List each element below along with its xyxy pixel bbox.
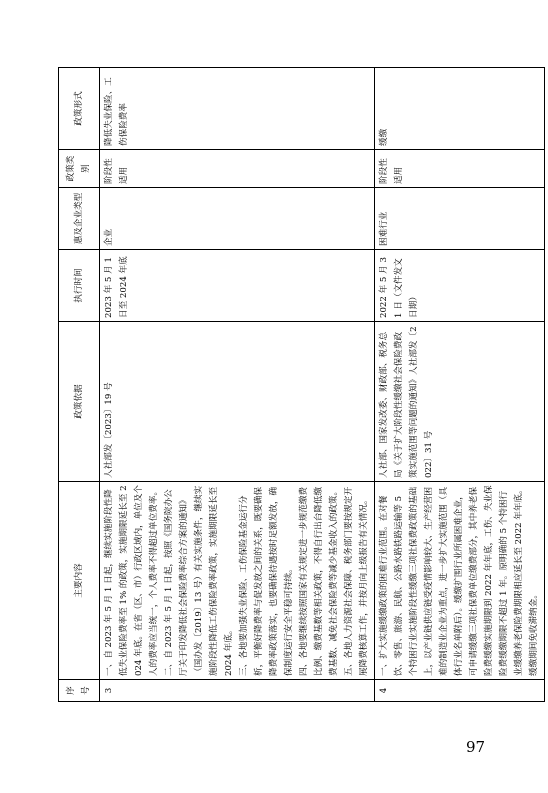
row-category: 阶段性适用 (100, 150, 375, 188)
page-number: 97 (466, 738, 486, 756)
policy-table (58, 67, 545, 702)
table-header-row (59, 68, 100, 702)
table-row (375, 68, 545, 702)
header-enterprise: 惠及企业类型 (59, 188, 100, 250)
row-enterprise: 困难行业 (375, 188, 545, 250)
row-enterprise: 企业 (100, 188, 375, 250)
header-basis: 政策依据 (59, 322, 100, 482)
table-row (100, 68, 375, 702)
header-form: 政策形式 (59, 68, 100, 150)
row-basis: 人社部、国家发改委、财政部、税务总局《关于扩大阶段性缓缴社会保险费政策实施范围等问题的通知》人社部发〔2022〕31 号 (375, 322, 545, 482)
row-content (375, 482, 545, 680)
content-paragraph: 五、各地人力资源社会保障、税务部门要按规定开展降费核算工作，并按月向上级报告有关情况。 (344, 486, 369, 676)
row-content (100, 482, 375, 680)
row-basis: 人社部发〔2023〕19 号 (100, 322, 375, 482)
rotated-table-wrapper (58, 68, 539, 702)
row-form: 缓缴 (375, 68, 545, 150)
header-category: 政策类别 (59, 150, 100, 188)
row-time: 2022 年 5 月 31 日（文件发文日期） (375, 250, 545, 322)
row-num: 4 (375, 680, 545, 702)
content-paragraph: 一、自 2023 年 5 月 1 日起，继续实施阶段性降低失业保险费率至 1% 的政策，实施期限延长至 2024 年底。在省（区、市）行政区域内，单位及个人的费率应当统一，个人费率不得超过单位费率。 (104, 484, 159, 676)
row-time: 2023 年 5 月 1 日至 2024 年底 (100, 250, 375, 322)
row-num: 3 (100, 680, 375, 702)
content-paragraph: 二、自 2023 年 5 月 1 日起，按照《国务院办公厅关于印发降低社会保险费率综合方案的通知》（国办发〔2019〕13 号）有关实施条件，继续实施阶段性降低工伤保险费率政策，实施期限延长至 2024 年底。 (164, 485, 234, 676)
content-paragraph: 四、各地要继续按照国家有关规定进一步规范缴费比例、缴费基数等相关政策，不得自行出台降低缴费基数、减免社会保险费等减少基金收入的政策。 (299, 486, 339, 676)
content-paragraph: 一、扩大实施缓缴政策的困难行业范围。在对餐饮、零售、旅游、民航、公路水路铁路运输等 5 个特困行业实施阶段性缓缴三项社保费政策的基础上，以产业链供应链受疫情影响较大、生产经营困难的制造业企业为重点，进一步扩大实施范围（具体行业名单附后）。缓缴扩围行业所属困难企业，可申请缓缴三项社保费单位缴费部分，其中养老保险费缓缴实施期限到 2022 年年底，工伤、失业保险费缓缴期限不超过 1 年。原明确的 5 个特困行业缓缴养老保险费期限相应延长至 2022 年年底。缓缴期间免收滞纳金。 (379, 485, 539, 676)
header-time: 执行时间 (59, 250, 100, 322)
content-paragraph: 三、各地要加强失业保险、工伤保险基金运行分析，平衡好降费率与促发放之间的关系，既要确保降费率政策落实，也要确保待遇按时足额发放，确保制度运行安全平稳可持续。 (239, 486, 294, 676)
header-num: 序号 (59, 680, 100, 702)
header-content: 主要内容 (59, 482, 100, 680)
row-form: 降低失业保险、工伤保险费率 (100, 68, 375, 150)
row-category: 阶段性适用 (375, 150, 545, 188)
